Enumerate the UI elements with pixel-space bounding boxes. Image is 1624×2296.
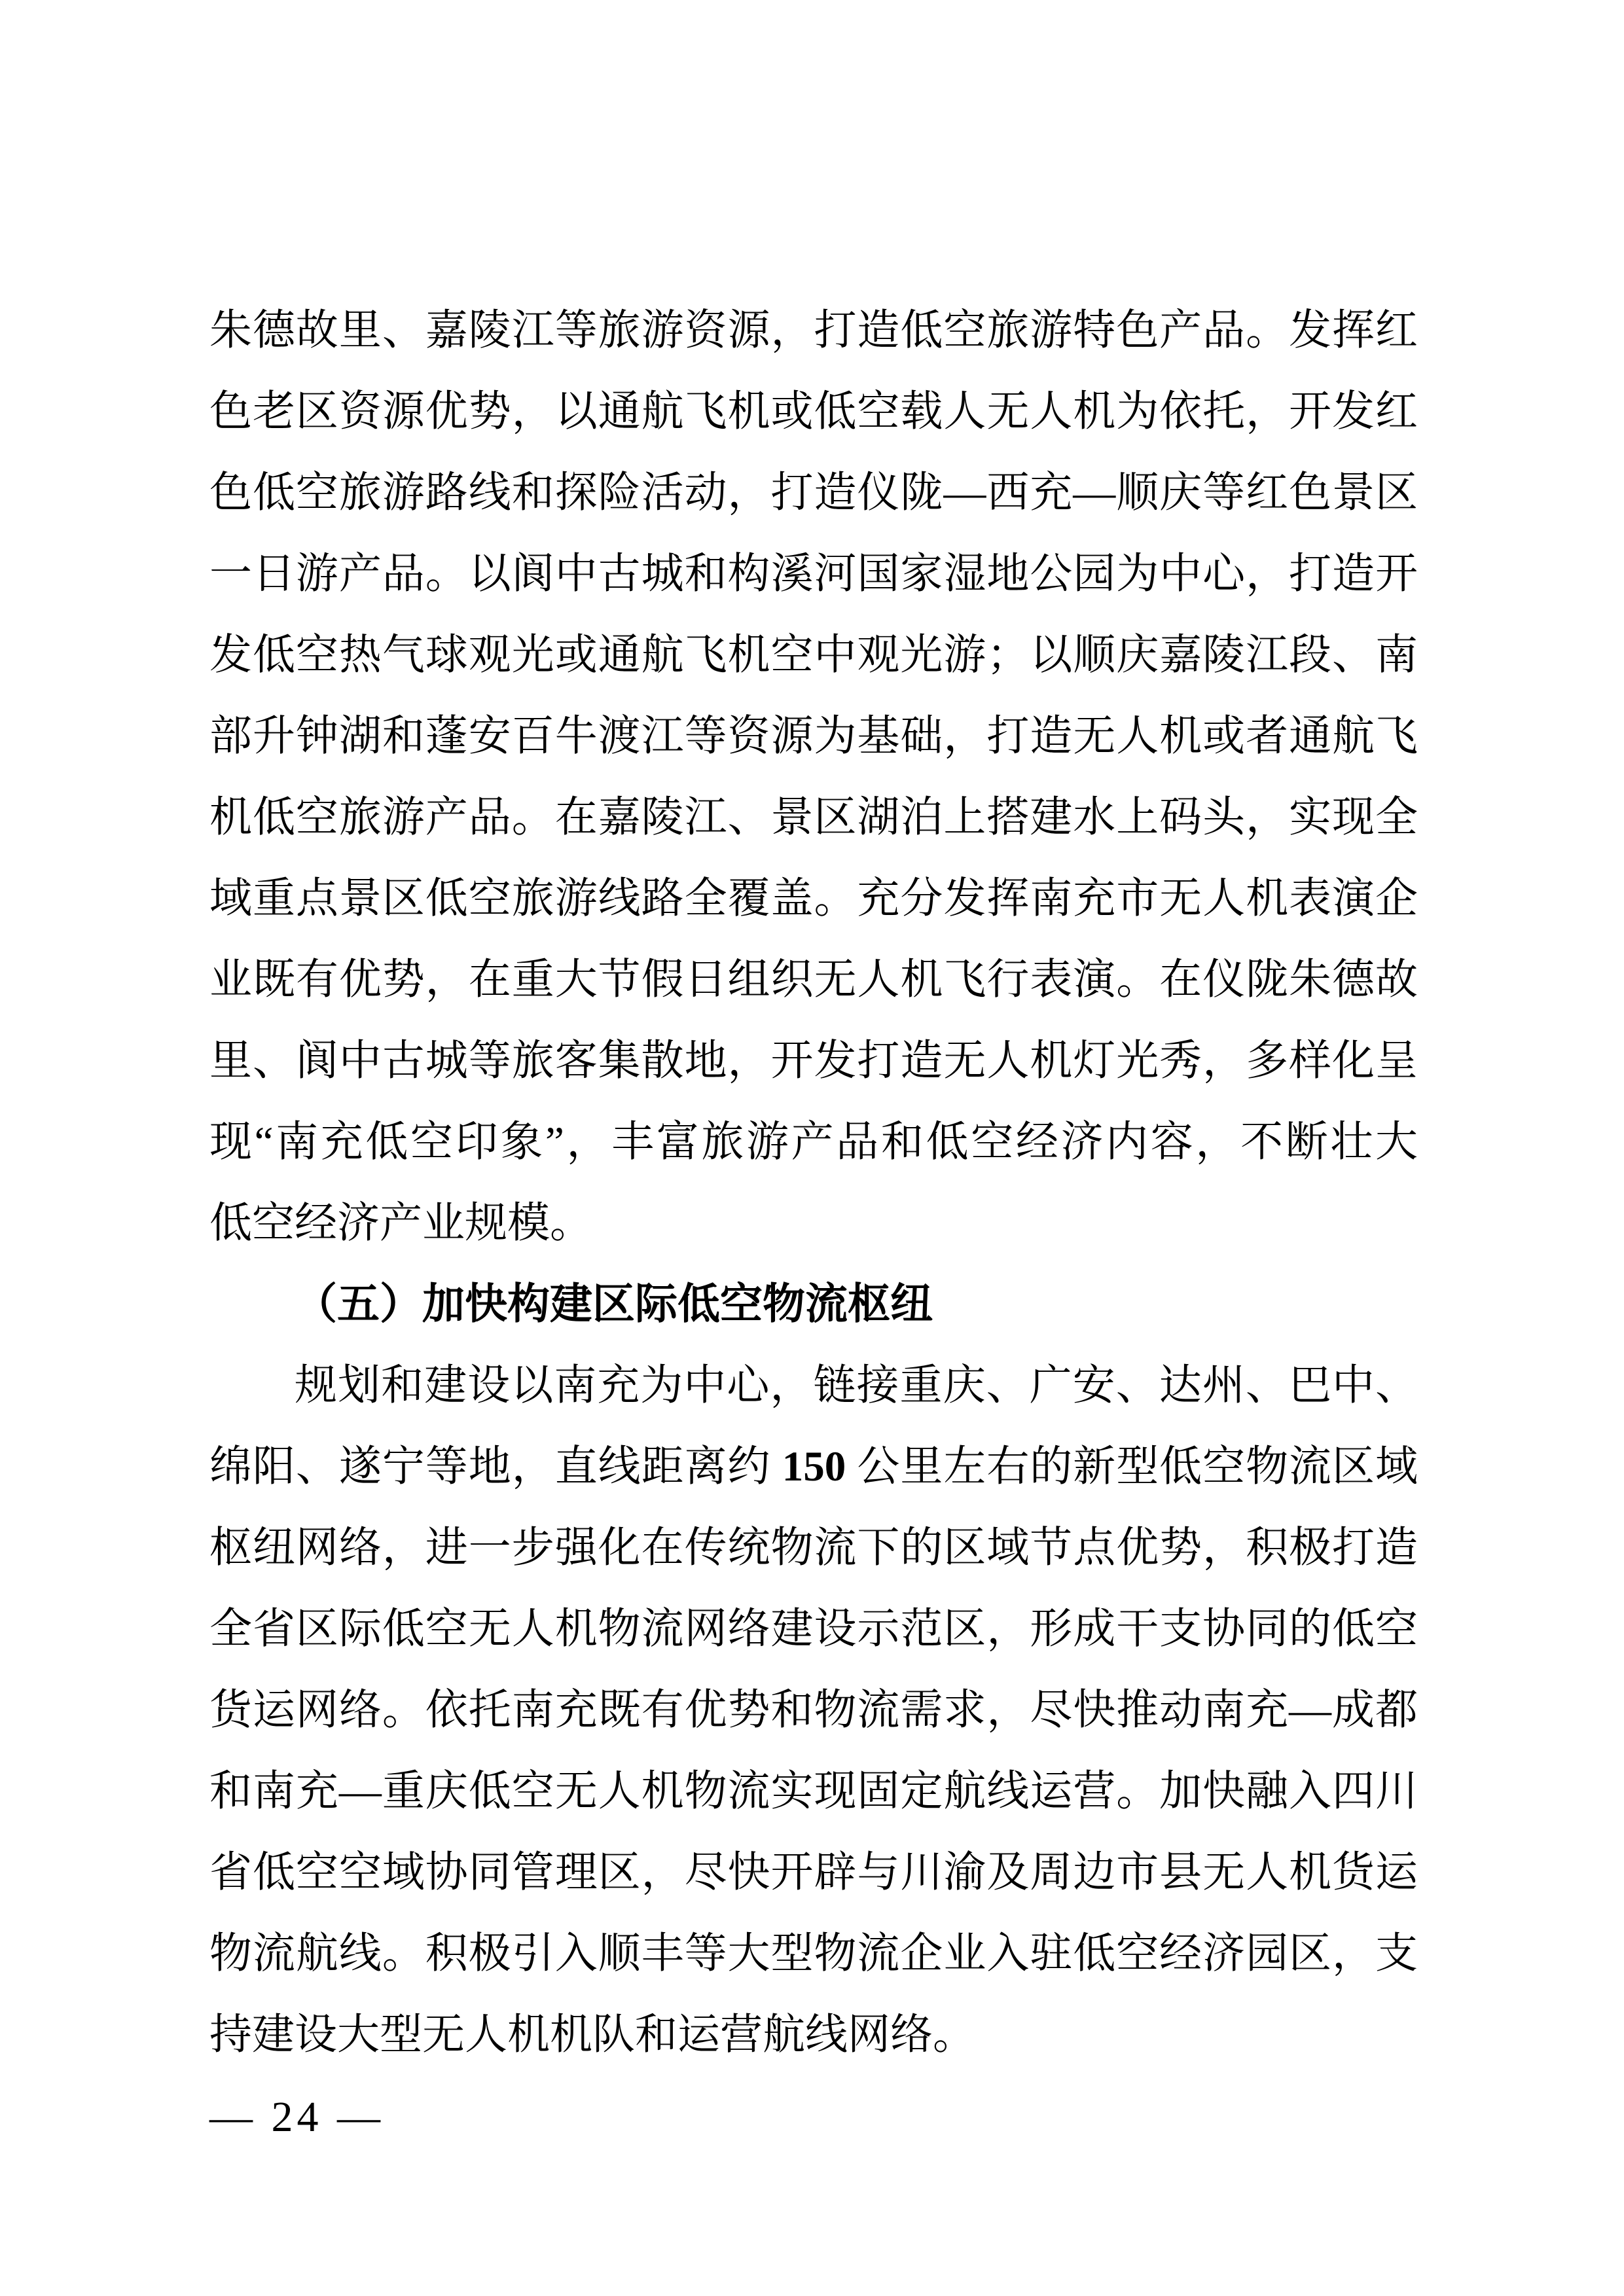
text-line: 货运网络。依托南充既有优势和物流需求，尽快推动南充—成都	[209, 1687, 1418, 1734]
document-body	[209, 290, 1418, 2075]
text-line: 一日游产品。以阆中古城和构溪河国家湿地公园为中心，打造开	[209, 550, 1418, 598]
text-line: （五）加快构建区际低空物流枢纽	[295, 1281, 933, 1328]
text-line: 低空经济产业规模。	[209, 1200, 593, 1247]
text-line: 物流航线。积极引入顺丰等大型物流企业入驻低空经济园区，支	[209, 1930, 1418, 1977]
text-line: 机低空旅游产品。在嘉陵江、景区湖泊上搭建水上码头，实现全	[209, 794, 1418, 841]
text-line: 发低空热气球观光或通航飞机空中观光游；以顺庆嘉陵江段、南	[209, 632, 1418, 679]
text-line: 色低空旅游路线和探险活动，打造仪陇—西充—顺庆等红色景区	[209, 469, 1418, 516]
text-line: 持建设大型无人机机队和运营航线网络。	[209, 2011, 976, 2058]
text-line: 业既有优势，在重大节假日组织无人机飞行表演。在仪陇朱德故	[209, 956, 1418, 1003]
text-line: 现“南充低空印象”，丰富旅游产品和低空经济内容，不断壮大	[209, 1119, 1418, 1166]
text-line: 和南充—重庆低空无人机物流实现固定航线运营。加快融入四川	[209, 1768, 1418, 1815]
text-line: 绵阳、遂宁等地，直线距离约 150 公里左右的新型低空物流区域	[209, 1443, 1418, 1490]
text-line: 朱德故里、嘉陵江等旅游资源，打造低空旅游特色产品。发挥红	[209, 307, 1418, 354]
text-line: 全省区际低空无人机物流网络建设示范区，形成干支协同的低空	[209, 1605, 1418, 1653]
text-line: 部升钟湖和蓬安百牛渡江等资源为基础，打造无人机或者通航飞	[209, 713, 1418, 760]
text-line: 省低空空域协同管理区，尽快开辟与川渝及周边市县无人机货运	[209, 1849, 1418, 1896]
text-line: 色老区资源优势，以通航飞机或低空载人无人机为依托，开发红	[209, 388, 1418, 435]
page-number: — 24 —	[209, 2093, 384, 2141]
text-line: 枢纽网络，进一步强化在传统物流下的区域节点优势，积极打造	[209, 1524, 1418, 1571]
text-line: 域重点景区低空旅游线路全覆盖。充分发挥南充市无人机表演企	[209, 875, 1418, 922]
text-line: 规划和建设以南充为中心，链接重庆、广安、达州、巴中、	[295, 1362, 1418, 1409]
text-line: 里、阆中古城等旅客集散地，开发打造无人机灯光秀，多样化呈	[209, 1037, 1418, 1085]
